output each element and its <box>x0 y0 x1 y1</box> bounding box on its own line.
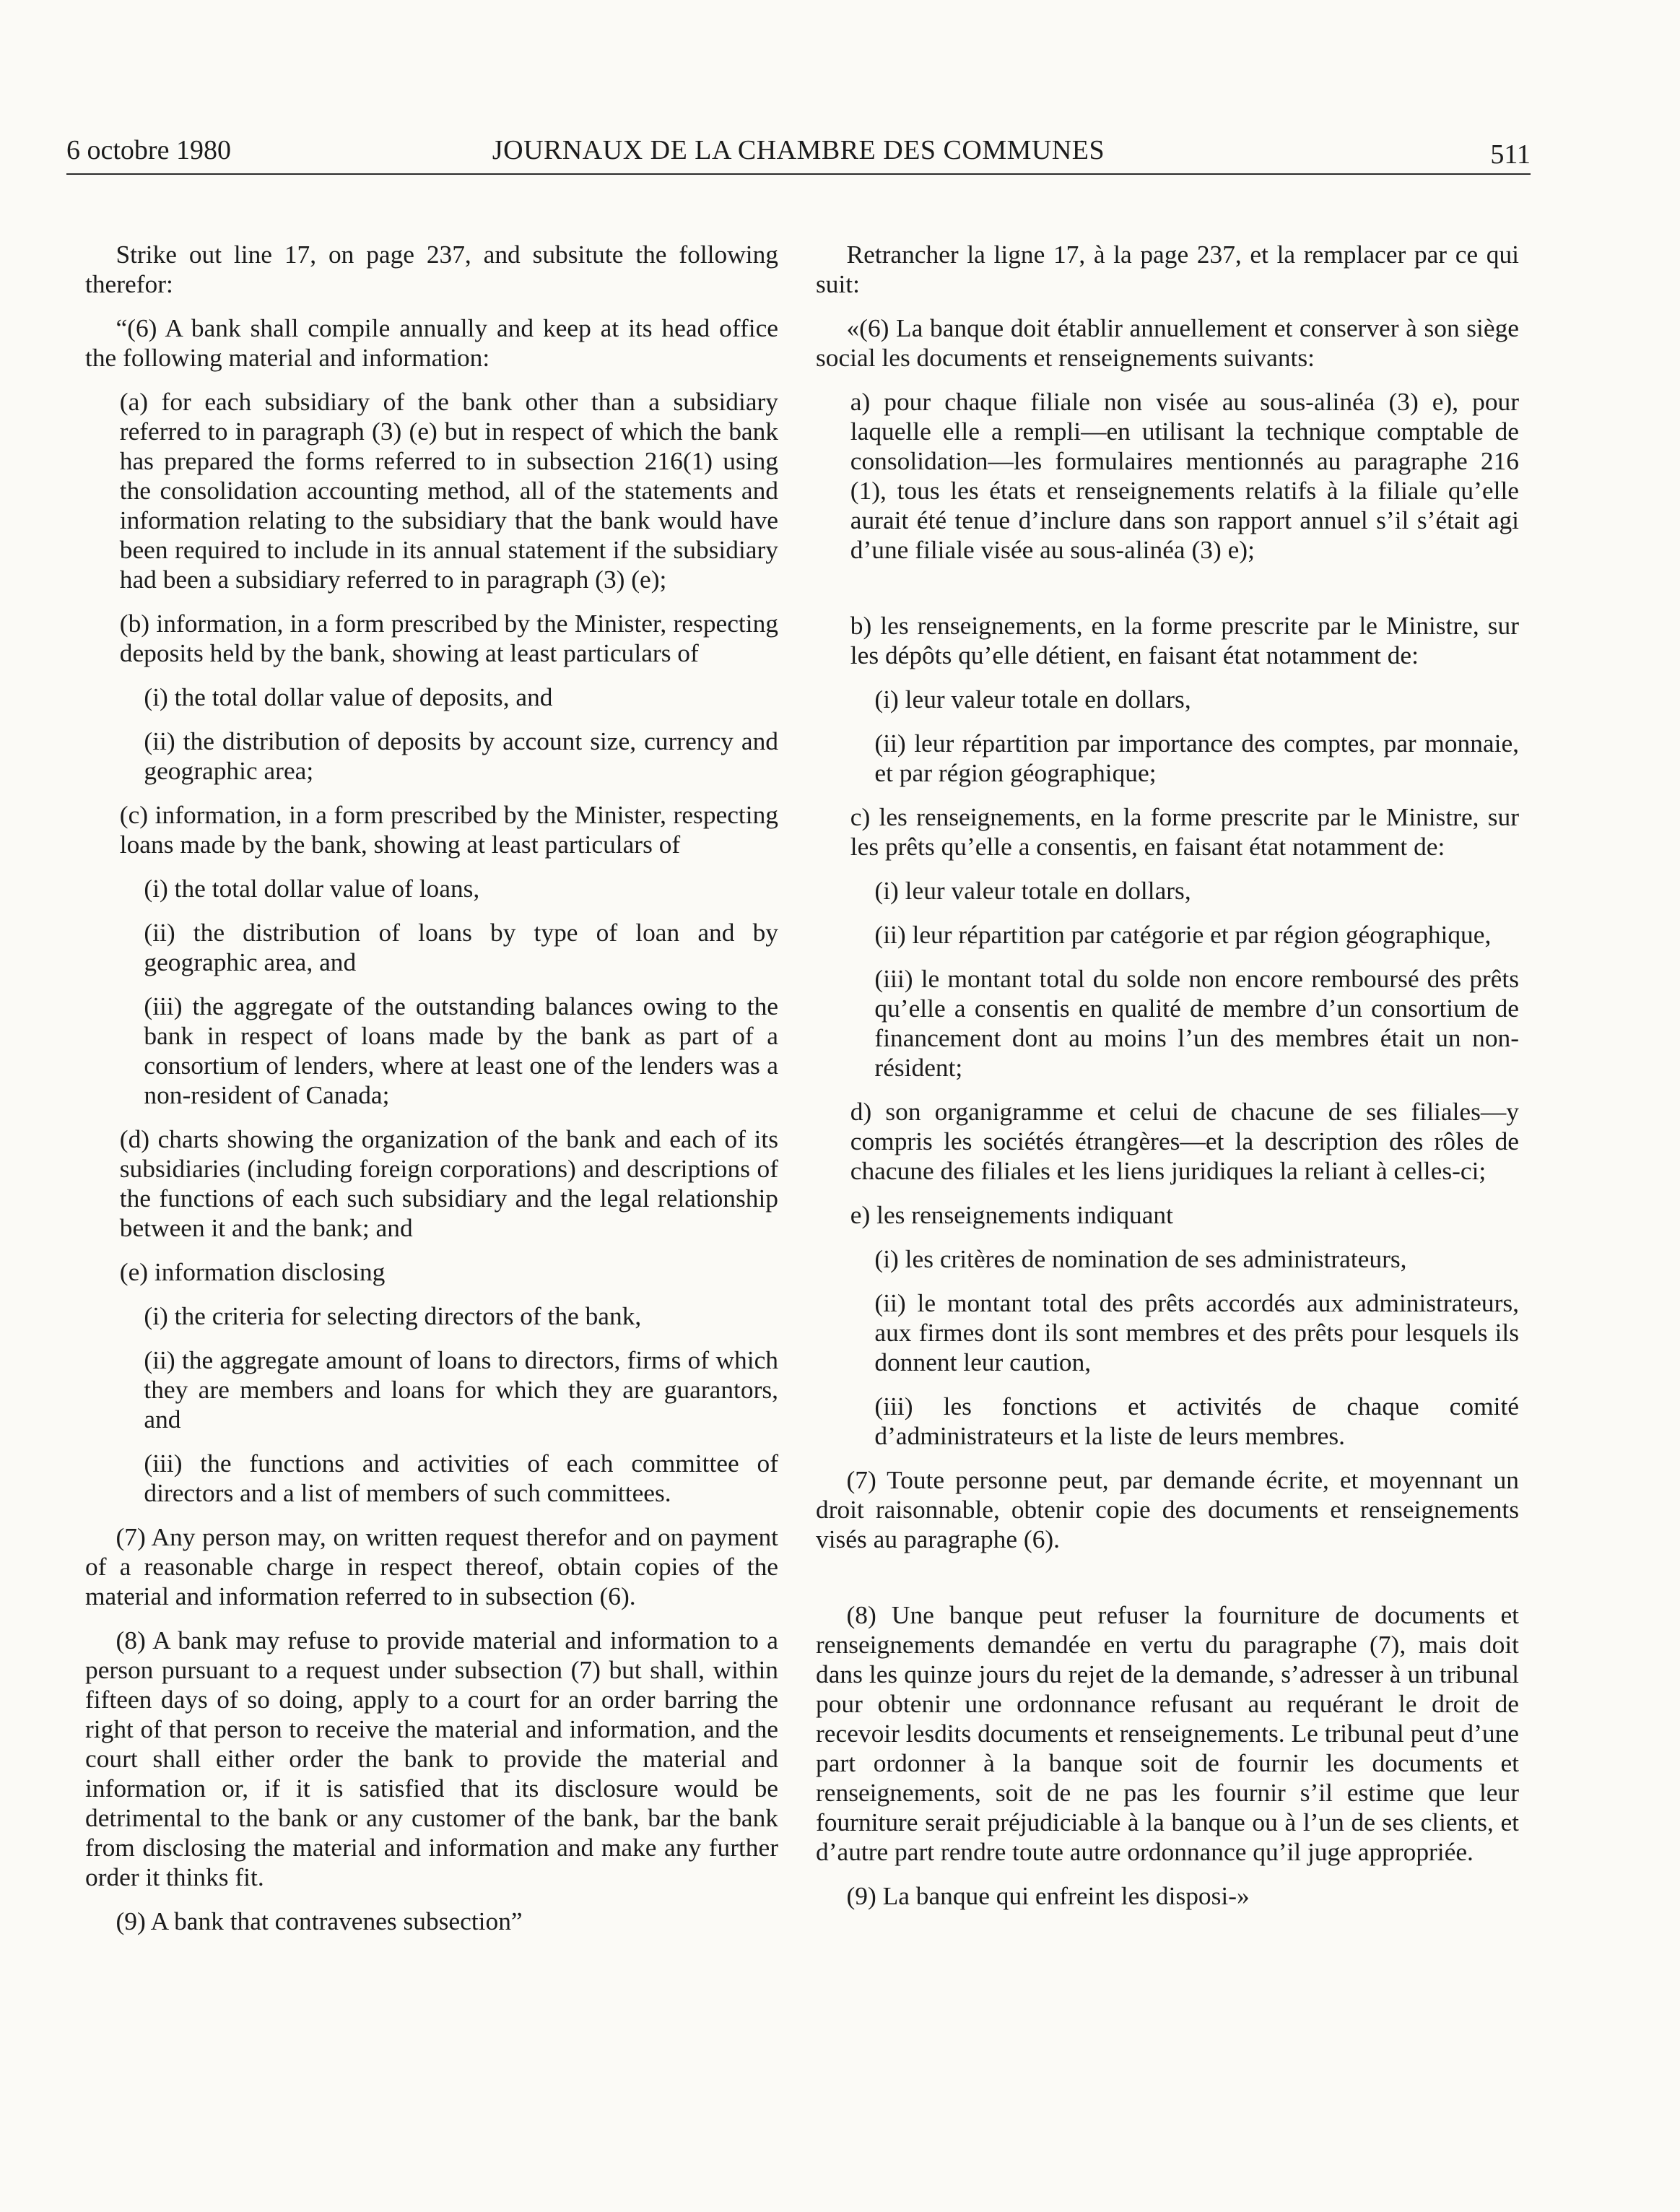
en-paragraph-e-iii: (iii) the functions and activities of each committee of directors and a list of members of such committees. <box>144 1449 778 1507</box>
en-paragraph-c-i: (i) the total dollar value of loans, <box>144 874 480 903</box>
en-paragraph-e-ii: (ii) the aggregate amount of loans to directors, firms of which they are members and loans for which they are guarantors, and <box>144 1345 778 1434</box>
fr-paragraph-a: a) pour chaque filiale non visée au sous-alinéa (3) e), pour laquelle elle a rempli—en utilisant la technique comptable de consolidation—les formulaires mentionnés au paragraphe 216 (1), tous les états et renseignements relatifs à la filiale qu’elle aurait été tenue d’inclure dans son rapport annuel s’il s’était agi d’une filiale visée au sous-alinéa (3) e); <box>850 387 1519 564</box>
en-paragraph-e-i: (i) the criteria for selecting directors of the bank, <box>144 1301 642 1330</box>
en-paragraph-b: (b) information, in a form prescribed by the Minister, respecting deposits held by the bank, showing at least particulars of <box>119 609 778 667</box>
journal-title: JOURNAUX DE LA CHAMBRE DES COMMUNES <box>492 135 1105 165</box>
fr-paragraph-c-iii: (iii) le montant total du solde non encore remboursé des prêts qu’elle a consentis en qualité de membre d’un consortium de financement dont au moins l’un des membres était un non-résident; <box>874 964 1519 1082</box>
fr-paragraph-d: d) son organigramme et celui de chacune de ses filiales—y compris les sociétés étrangères—et la description des rôles de chacune des filiales et les liens juridiques la reliant à celles-ci; <box>850 1097 1519 1185</box>
header-rule <box>66 173 1531 175</box>
en-paragraph-b-i: (i) the total dollar value of deposits, and <box>144 682 553 711</box>
fr-paragraph-b-i: (i) leur valeur totale en dollars, <box>874 685 1191 714</box>
fr-paragraph-e-ii: (ii) le montant total des prêts accordés aux administrateurs, aux firmes dont ils sont membres et des prêts pour lesquels ils donnent leur caution, <box>874 1288 1519 1376</box>
fr-paragraph-c-ii: (ii) leur répartition par catégorie et par région géographique, <box>874 920 1492 949</box>
fr-paragraph-b: b) les renseignements, en la forme prescrite par le Ministre, sur les dépôts qu’elle détient, en faisant état notamment de: <box>850 611 1519 669</box>
en-paragraph-c-iii: (iii) the aggregate of the outstanding balances owing to the bank in respect of loans made by the bank as part of a consortium of lenders, where at least one of the lenders was a non-resident of Canada; <box>144 992 778 1109</box>
en-subsection-8: (8) A bank may refuse to provide material and information to a person pursuant to a request under subsection (7) but shall, within fifteen days of so doing, apply to a court for an order barring the right of that person to receive the material and information, and the court shall either order the bank to provide the material and information or, if it is satisfied that its disclosure would be detrimental to the bank or any customer of the bank, bar the bank from disclosing the material and information and make any further order it thinks fit. <box>85 1626 778 1891</box>
en-subsection-7: (7) Any person may, on written request therefor and on payment of a reasonable charge in respect thereof, obtain copies of the material and information referred to in subsection (6). <box>85 1522 778 1610</box>
fr-subsection-9: (9) La banque qui enfreint les disposi-» <box>846 1881 1250 1910</box>
header-date: 6 octobre 1980 <box>66 135 231 165</box>
fr-subsection-6: «(6) La banque doit établir annuellement et conserver à son siège social les documents et renseignements suivants: <box>816 313 1519 372</box>
fr-intro: Retrancher la ligne 17, à la page 237, et la remplacer par ce qui suit: <box>816 240 1519 298</box>
en-paragraph-c: (c) information, in a form prescribed by the Minister, respecting loans made by the bank, showing at least particulars of <box>119 800 778 859</box>
english-column <box>85 240 778 1951</box>
fr-paragraph-e: e) les renseignements indiquant <box>850 1200 1173 1229</box>
en-paragraph-b-ii: (ii) the distribution of deposits by account size, currency and geographic area; <box>144 727 778 785</box>
en-paragraph-c-ii: (ii) the distribution of loans by type of loan and by geographic area, and <box>144 918 778 976</box>
fr-paragraph-c-i: (i) leur valeur totale en dollars, <box>874 876 1191 905</box>
en-paragraph-a: (a) for each subsidiary of the bank other than a subsidiary referred to in paragraph (3) (e) but in respect of which the bank has prepared the forms referred to in subsection 216(1) using the consolidation accounting method, all of the statements and information relating to the subsidiary that the bank would have been required to include in its annual statement if the subsidiary had been a subsidiary referred to in paragraph (3) (e); <box>119 387 778 594</box>
fr-subsection-8: (8) Une banque peut refuser la fourniture de documents et renseignements demandée en vertu du paragraphe (7), mais doit dans les quinze jours du rejet de la demande, s’adresser à un tribunal pour obtenir une ordonnance refusant au requérant le droit de recevoir lesdits documents et renseignements. Le tribunal peut d’une part ordonner à la banque soit de fournir les documents et renseignements, soit de ne pas les fournir s’il estime que leur fourniture serait préjudiciable à la banque ou à l’un de ses clients, et d’autre part rendre toute autre ordonnance qu’il juge appropriée. <box>816 1600 1519 1866</box>
en-subsection-6: “(6) A bank shall compile annually and keep at its head office the following material and information: <box>85 313 778 372</box>
french-column <box>816 240 1519 1925</box>
fr-paragraph-c: c) les renseignements, en la forme prescrite par le Ministre, sur les prêts qu’elle a consentis, en faisant état notamment de: <box>850 802 1519 861</box>
fr-paragraph-b-ii: (ii) leur répartition par importance des comptes, par monnaie, et par région géographique; <box>874 729 1519 787</box>
en-intro: Strike out line 17, on page 237, and subsitute the following therefor: <box>85 240 778 298</box>
en-paragraph-e: (e) information disclosing <box>119 1257 386 1286</box>
fr-paragraph-e-iii: (iii) les fonctions et activités de chaque comité d’administrateurs et la liste de leurs membres. <box>874 1392 1519 1450</box>
fr-subsection-7: (7) Toute personne peut, par demande écrite, et moyennant un droit raisonnable, obtenir copie des documents et renseignements visés au paragraphe (6). <box>816 1465 1519 1553</box>
fr-paragraph-e-i: (i) les critères de nomination de ses administrateurs, <box>874 1244 1407 1273</box>
en-paragraph-d: (d) charts showing the organization of the bank and each of its subsidiaries (including foreign corporations) and descriptions of the functions of each such subsidiary and the legal relationship between it and the bank; and <box>119 1124 778 1242</box>
en-subsection-9: (9) A bank that contravenes subsection” <box>116 1907 523 1935</box>
page-number: 511 <box>1490 139 1531 170</box>
